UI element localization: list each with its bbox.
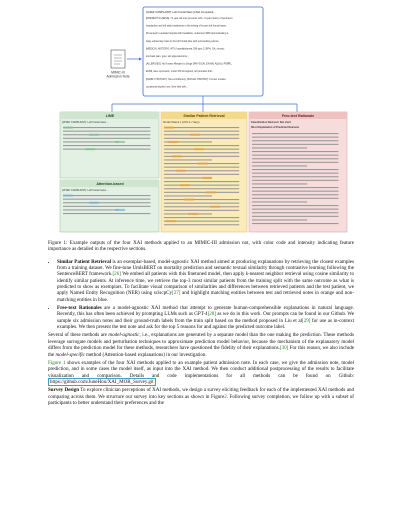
text-line: [252, 187, 338, 188]
highlight-mark: [184, 199, 194, 201]
figure-graphic: [0, 0, 400, 240]
text-line: [164, 127, 239, 128]
highlight-mark: [85, 148, 95, 150]
admission-note-box: [143, 7, 263, 96]
text-line: [164, 167, 239, 168]
admission-note-line: Presented to outside hospital with headache, underwent MRI demonstrating a: [146, 32, 229, 36]
body-text: [48, 240, 354, 408]
text-line: [164, 131, 239, 132]
text-line: [252, 223, 338, 224]
term-similar-patient: Similar Patient Retrieval: [57, 258, 111, 265]
text-line: [63, 202, 150, 203]
highlight-mark: [164, 127, 174, 129]
citation-link[interactable]: [27]: [172, 290, 181, 297]
highlight-mark: [168, 141, 178, 143]
text-line: [164, 224, 239, 225]
highlight-mark: [206, 191, 216, 193]
text-line: [164, 203, 239, 204]
text-line: [164, 152, 239, 153]
text-line: [252, 180, 338, 181]
rationale-heading: Short Explanation of Predicted Outcome: [251, 126, 300, 129]
admission-note-line: [FAMILY HISTORY]: Non-contributory. [SOCIAL HISTORY]: Former smoker,: [146, 77, 227, 81]
text-line: [252, 158, 338, 159]
figure-ref-link[interactable]: 2: [224, 393, 227, 400]
input-label: MIMIC-III: [111, 70, 125, 75]
free-text-subtitle: Classification Decision: Not short: [251, 121, 292, 124]
similar-patient-subtitle: Similar Patient 1 (LOS 4–7 days): [163, 121, 200, 124]
attention-title: Attention-based: [96, 182, 124, 187]
text-line: [252, 216, 338, 217]
lime-title: LIME: [105, 114, 115, 119]
admission-note-line: [MEDICAL HISTORY]: HTN, hyperlipidemia, DM type 2, BPH, OA, chronic: [146, 47, 225, 51]
text-line: [63, 213, 150, 214]
highlight-mark: [190, 134, 200, 136]
text-line: [252, 147, 307, 148]
text-line: [164, 138, 239, 139]
method-list: [48, 259, 354, 331]
text-line: [252, 173, 338, 174]
citation-link[interactable]: [28]: [207, 311, 216, 318]
text-line: [252, 183, 307, 184]
highlight-mark: [115, 209, 125, 211]
text-line: [164, 217, 239, 218]
github-link[interactable]: https://github.com/JuneHou/XAI_MOR_Survey.git: [50, 378, 154, 385]
admission-note-line: [ALLERGIES]: No Known Allergies to Drugs [PHYSICAL EXAM]: A&Ox3, PERRL,: [146, 62, 233, 66]
text-line: [164, 174, 239, 175]
text-line: [164, 145, 239, 146]
text-line: [164, 185, 239, 186]
lime-subtitle: [CHIEF COMPLAINT]: Left frontal mass ...: [62, 121, 109, 124]
attention-subtitle: [CHIEF COMPLAINT]: Left frontal mass ...: [62, 189, 109, 192]
input-label-2: Admission Note: [106, 74, 130, 79]
highlight-mark: [166, 220, 176, 222]
admission-note-line: occasional alcohol use, lives with wife...: [146, 85, 188, 89]
text-line: [252, 165, 307, 166]
paragraph-survey-design: Survey Design To explore clinician perceptions of XAI methods, we design a survey eliciting feedback for each of the implemented XAI methods and comparing across them. We structure our survey into key sections as shown in Figure2. Following survey completion, we follow up with a subset of participants to better understand their preferences and the: [48, 387, 354, 406]
highlight-mark: [89, 202, 99, 204]
list-item-similar-patient: • Similar Patient Retrieval is an exemplar-based, model-agnostic XAI method aimed at producing explanations by retrieving the closest examples from a training dataset. We fine-tune UmlsBERT on mortality prediction and semantic textual similarity through contrastive learning following the SentenceBERT framework.[26] We embed all patients with this finetuned model, then apply k-nearest neighbor retrieval using cosine similarity to identify similar patients. At inference time, we retrieve the top-3 most similar patients from the training split with the same outcome as what is predicted to show as exemplars. To facilitate visual comparison of similarities and differences between retrieved patients and the test patient, we apply Named Entity Recognition (NER) using sciscpCy[27] and highlight matching entities between test and retrieved notes in orange and non-matching entities in blue.: [57, 259, 354, 303]
text-line: [164, 210, 239, 211]
figure-ref-link[interactable]: Figure 1: [48, 359, 66, 366]
text-line: [252, 151, 338, 152]
figure-1: [0, 0, 400, 240]
text-line: [252, 191, 338, 192]
text-line: [164, 206, 239, 207]
text-line: [252, 140, 338, 141]
highlight-mark: [89, 134, 99, 136]
text-line: [63, 134, 150, 135]
highlight-mark: [210, 206, 220, 208]
highlight-mark: [63, 127, 73, 129]
text-line: [164, 181, 239, 182]
list-item-free-text: • Free-text Rationales are a model-agnostic XAI method that attempt to generate human-comprehensible explanations in natural language. Recently, this has often been achieved by prompting LLMs such as GPT-4[28] as we do in this work. Our prompts can be found in our Github. We sample six admission notes and their ground-truth labels from the train split based on the method proposed in Liu et al[29] for use as in-context examples. We then present the test note and ask for the top 5 reasons for and against the predicted outcome label.: [57, 305, 354, 330]
text-line: [63, 131, 150, 132]
highlight-mark: [198, 163, 208, 165]
similar-patient-title: Similar Patient Retrieval: [183, 114, 225, 119]
citation-link[interactable]: [26]: [112, 271, 121, 278]
text-line: [252, 155, 338, 156]
text-line: [164, 134, 239, 135]
text-line: [252, 144, 338, 145]
highlight-mark: [176, 170, 186, 172]
text-line: [63, 206, 150, 207]
term-free-text: Free-text Rationales: [57, 305, 102, 312]
text-line: [63, 138, 150, 139]
text-line: [252, 137, 338, 138]
text-line: [63, 141, 119, 142]
highlight-mark: [115, 141, 125, 143]
admission-note-line: low back pain, gout, s/p appendectomy...: [146, 55, 190, 58]
paragraph-model-agnostic: Several of these methods are model-agnostic, i.e., explanations are generated by a separate model than the one making the prediction. These methods leverage surrogate models and perturbation techniques to approximate prediction model behavior, because the mechanism of the explanatory model differs from the prediction model for these methods, researchers have questioned the fidelity of their explanations.[30] For this reason, we also include the model-specific method (Attention-based explanations) in our investigation.: [48, 332, 354, 358]
text-line: [63, 145, 150, 146]
text-line: [252, 176, 338, 177]
highlight-mark: [202, 177, 212, 179]
text-line: [252, 201, 307, 202]
text-line: [164, 199, 239, 200]
text-line: [252, 133, 338, 134]
admission-header: [CHIEF COMPLAINT]: Left Frontal Mass [Chief Complaint]...: [146, 11, 216, 14]
term-survey-design: Survey Design: [48, 387, 80, 394]
admission-note-line: headaches and left sided weakness in the setting of known left frontal mass.: [146, 24, 227, 28]
text-line: [252, 194, 338, 195]
text-line: [63, 199, 150, 200]
citation-link[interactable]: [30]: [279, 345, 289, 352]
text-line: [63, 195, 150, 196]
free-text-title: Free-text Rationale: [281, 114, 315, 119]
paragraph-figure-description: Figure 1 shows examples of the four XAI methods applied to an example patient admission note. In each case, we give the admission note, model prediction, and in some cases the model itself, as input into the XAI method. We then conduct additional postprocessing of the results to facilitate visualization and comparison. Details and code implementations for all methods can be found on Github: https://github.com/JuneHou/XAI_MOR_Survey.git: [48, 359, 354, 385]
text-line: [164, 159, 212, 160]
document-icon: [111, 50, 125, 68]
citation-link[interactable]: [29]: [302, 317, 311, 324]
text-line: [252, 205, 338, 206]
text-line: [252, 212, 338, 213]
text-line: [252, 209, 338, 210]
text-line: [63, 127, 150, 128]
text-line: [252, 219, 307, 220]
figure-caption: Figure 1: Example outputs of the four XAI methods applied to an MIMIC-III admission not, with color code and intensity indicating feature importance as detailed in the respective sections.: [48, 240, 354, 253]
text-line: [63, 209, 119, 210]
highlight-mark: [194, 148, 204, 150]
text-line: [252, 198, 338, 199]
text-line: [164, 170, 239, 171]
highlight-mark: [63, 195, 73, 197]
highlight-mark: [180, 184, 190, 186]
admission-note-line: large enhancing mass in the left frontal lobe with surrounding edema.: [146, 39, 220, 43]
highlight-mark: [188, 213, 198, 215]
admission-note-line: EOMI, face symmetric, motor 5/5 throughout, left pronator drift...: [146, 70, 214, 74]
text-line: [252, 169, 338, 170]
highlight-mark: [172, 155, 182, 157]
text-line: [164, 195, 212, 196]
text-line: [164, 192, 239, 193]
text-line: [252, 162, 338, 163]
text-line: [164, 188, 239, 189]
free-text-panel: [249, 112, 347, 232]
text-line: [63, 149, 150, 150]
admission-note-line: [PRESENT ILLNESS]: 71 year old man presents with ~3 year history of persistent: [146, 17, 233, 20]
